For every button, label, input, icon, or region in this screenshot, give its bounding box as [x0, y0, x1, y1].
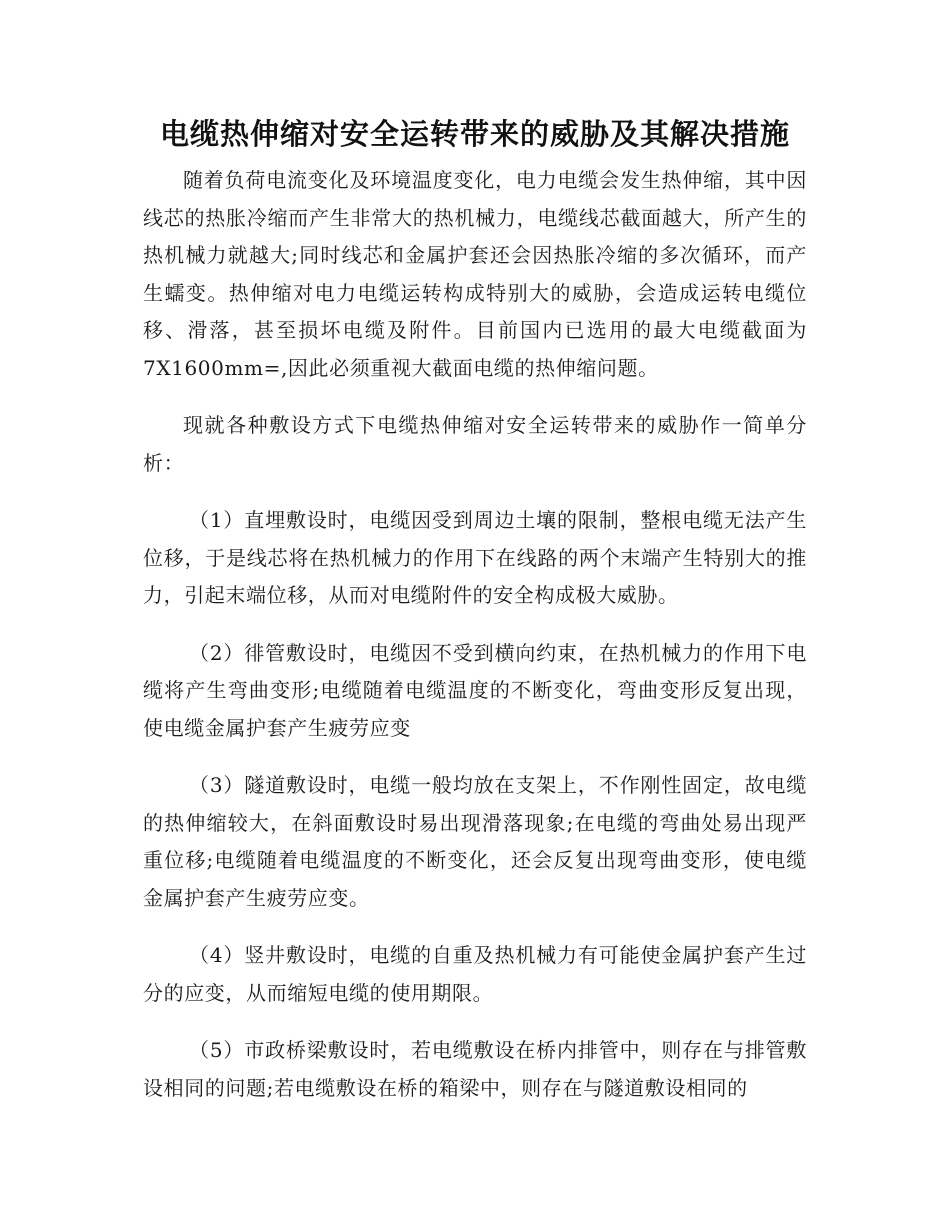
paragraph-gap	[143, 387, 807, 407]
paragraph-item-2: （2）徘管敷设时，电缆因不受到横向约束，在热机械力的作用下电缆将产生弯曲变形;电缆随着电缆温度的不断变化，弯曲变形反复出现，使电缆金属护套产生疲劳应变	[143, 640, 807, 740]
paragraph-gap	[143, 1012, 807, 1032]
paragraph-item-5: （5）市政桥梁敷设时，若电缆敷设在桥内排管中，则存在与排管敷设相同的问题;若电缆敷设在桥的箱梁中，则存在与隧道敷设相同的	[143, 1038, 807, 1100]
paragraph-item-1: （1）直埋敷设时，电缆因受到周边土壤的限制，整根电缆无法产生位移，于是线芯将在热机械力的作用下在线路的两个末端产生特别大的推力，引起末端位移，从而对电缆附件的安全构成极大威胁。	[143, 508, 807, 607]
paragraph-gap	[143, 917, 807, 937]
paragraph-gap	[143, 482, 807, 502]
document-body	[143, 162, 807, 1107]
paragraph-item-3: （3）隧道敷设时，电缆一般均放在支架上，不作刚性固定，故电缆的热伸缩较大，在斜面敷设时易出现滑落现象;在电缆的弯曲处易出现严重位移;电缆随着电缆温度的不断变化，还会反复出现弯曲变形，使电缆金属护套产生疲劳应变。	[143, 773, 807, 910]
paragraph-analysis-lead: 现就各种敷设方式下电缆热伸缩对安全运转带来的威胁作一简单分析：	[143, 413, 807, 475]
paragraph-item-4: （4）竖井敷设时，电缆的自重及热机械力有可能使金属护套产生过分的应变，从而缩短电缆的使用期限。	[143, 943, 807, 1005]
paragraph-intro: 随着负荷电流变化及环境温度变化，电力电缆会发生热伸缩，其中因线芯的热胀冷缩而产生非常大的热机械力，电缆线芯截面越大，所产生的热机械力就越大;同时线芯和金属护套还会因热胀冷缩的多次循环，而产生蠕变。热伸缩对电力电缆运转构成特别大的威胁，会造成运转电缆位移、滑落，甚至损坏电缆及附件。目前国内已选用的最大电缆截面为7X1600mm=,因此必须重视大截面电缆的热伸缩问题。	[143, 168, 807, 380]
paragraph-gap	[143, 747, 807, 767]
document-title: 电缆热伸缩对安全运转带来的威胁及其解决措施	[159, 117, 790, 151]
paragraph-gap	[143, 615, 807, 635]
